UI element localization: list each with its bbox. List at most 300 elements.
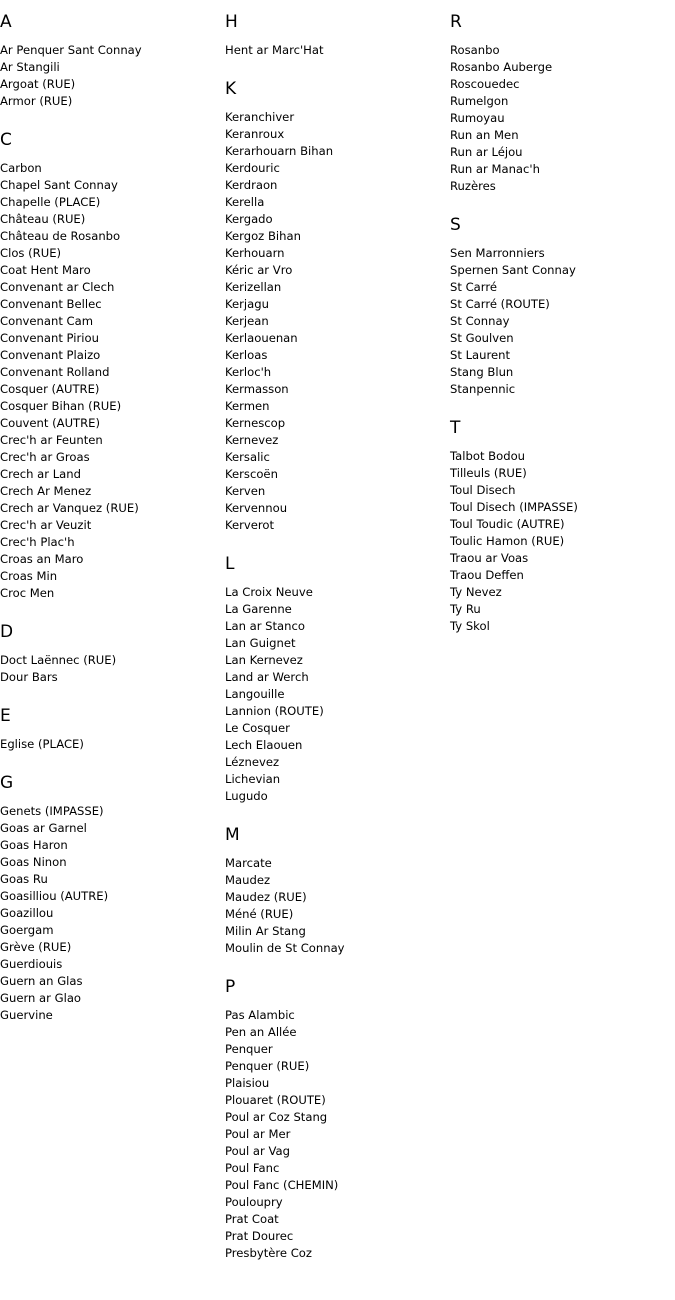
street-link[interactable]: Milin Ar Stang (225, 924, 306, 938)
list-item (225, 1143, 447, 1160)
list-item (225, 415, 447, 432)
list-item (225, 1024, 447, 1041)
list-item (0, 990, 222, 1007)
list-item (0, 313, 222, 330)
street-link[interactable]: Prat Dourec (225, 1229, 294, 1243)
list-item (450, 144, 672, 161)
street-link[interactable]: Léznevez (225, 755, 280, 769)
list-item (225, 42, 447, 59)
list-item (225, 1092, 447, 1109)
list-item (450, 42, 672, 59)
street-link[interactable]: Coat Hent Maro (0, 263, 91, 277)
list-item (450, 550, 672, 567)
list-item (450, 161, 672, 178)
street-link[interactable]: Goas Ninon (0, 855, 67, 869)
list-item (0, 1007, 222, 1024)
street-link[interactable]: Le Cosquer (225, 721, 290, 735)
list-item (0, 905, 222, 922)
list-item (225, 737, 447, 754)
list-item (0, 585, 222, 602)
street-link[interactable]: Convenant Rolland (0, 365, 110, 379)
street-link[interactable]: Rumoyau (450, 111, 505, 125)
street-link[interactable]: Ar Stangili (0, 60, 60, 74)
street-link[interactable]: Poul ar Vag (225, 1144, 290, 1158)
section-letter-heading: T (450, 418, 461, 438)
section-letter-heading: L (225, 554, 235, 574)
section-letter-heading: A (0, 12, 12, 32)
street-link[interactable]: Crec'h ar Groas (0, 450, 90, 464)
column-3 (450, 0, 672, 655)
street-link[interactable]: Pouloupry (225, 1195, 283, 1209)
street-link[interactable]: Rosanbo (450, 43, 500, 57)
street-link[interactable]: Guerdiouis (0, 957, 63, 971)
street-link[interactable]: Château (RUE) (0, 212, 86, 226)
street-link[interactable]: Goergam (0, 923, 54, 937)
street-link[interactable]: Kerloc'h (225, 365, 272, 379)
list-item (225, 669, 447, 686)
list-item (0, 279, 222, 296)
list-item (225, 1075, 447, 1092)
list-item (450, 618, 672, 635)
list-item (0, 398, 222, 415)
list-item (225, 906, 447, 923)
letter-section-m (225, 825, 447, 957)
street-link[interactable]: Lannion (ROUTE) (225, 704, 324, 718)
street-link[interactable]: Genets (IMPASSE) (0, 804, 104, 818)
street-list (225, 42, 447, 59)
list-item (225, 1211, 447, 1228)
list-item (225, 177, 447, 194)
street-link[interactable]: St Laurent (450, 348, 511, 362)
street-link[interactable]: Crec'h Plac'h (0, 535, 75, 549)
street-link[interactable]: Convenant Plaizo (0, 348, 101, 362)
list-item (225, 635, 447, 652)
list-item (450, 110, 672, 127)
street-link[interactable]: Langouille (225, 687, 285, 701)
column-2 (225, 0, 447, 1282)
list-item (450, 533, 672, 550)
list-item (225, 194, 447, 211)
street-link[interactable]: Kerdraon (225, 178, 278, 192)
street-list (0, 736, 222, 753)
street-link[interactable]: Poul ar Coz Stang (225, 1110, 328, 1124)
letter-section-p (225, 977, 447, 1262)
street-link[interactable]: Goazillou (0, 906, 54, 920)
list-item (225, 788, 447, 805)
list-item (450, 381, 672, 398)
street-link[interactable]: Méné (RUE) (225, 907, 294, 921)
list-item (0, 262, 222, 279)
street-link[interactable]: Ty Nevez (450, 585, 502, 599)
street-link[interactable]: Kerjean (225, 314, 269, 328)
street-link[interactable]: Convenant Piriou (0, 331, 99, 345)
street-link[interactable]: Kermen (225, 399, 270, 413)
list-item (450, 127, 672, 144)
list-item (225, 1245, 447, 1262)
street-link[interactable]: Run ar Manac'h (450, 162, 540, 176)
list-item (0, 669, 222, 686)
list-item (225, 347, 447, 364)
street-link[interactable]: Cosquer (AUTRE) (0, 382, 100, 396)
street-link[interactable]: St Connay (450, 314, 510, 328)
list-item (450, 296, 672, 313)
list-item (225, 432, 447, 449)
street-link[interactable]: Crec'h ar Feunten (0, 433, 103, 447)
list-item (0, 517, 222, 534)
street-link[interactable]: Croas an Maro (0, 552, 84, 566)
street-link[interactable]: Clos (RUE) (0, 246, 62, 260)
list-item (0, 245, 222, 262)
list-item (450, 465, 672, 482)
list-item (225, 686, 447, 703)
list-item (225, 618, 447, 635)
street-link[interactable]: Hent ar Marc'Hat (225, 43, 324, 57)
list-item (225, 771, 447, 788)
street-link[interactable]: Maudez (RUE) (225, 890, 307, 904)
letter-section-r (450, 12, 672, 195)
list-item (450, 245, 672, 262)
list-item (225, 245, 447, 262)
street-link[interactable]: Eglise (PLACE) (0, 737, 84, 751)
list-item (450, 93, 672, 110)
street-link[interactable]: Kerella (225, 195, 265, 209)
street-link[interactable]: Dour Bars (0, 670, 58, 684)
street-link[interactable]: La Croix Neuve (225, 585, 313, 599)
list-item (225, 652, 447, 669)
list-item (450, 567, 672, 584)
street-link[interactable]: Kerjagu (225, 297, 269, 311)
list-item (225, 1109, 447, 1126)
list-item (225, 940, 447, 957)
list-item (225, 517, 447, 534)
list-item (225, 601, 447, 618)
street-link[interactable]: Kerscoën (225, 467, 278, 481)
street-link[interactable]: Keranroux (225, 127, 285, 141)
street-link[interactable]: Poul ar Mer (225, 1127, 291, 1141)
street-link[interactable]: Doct Laënnec (RUE) (0, 653, 117, 667)
column-1 (0, 0, 222, 1044)
street-link[interactable]: Prat Coat (225, 1212, 279, 1226)
list-item (225, 872, 447, 889)
street-link[interactable]: Kerloas (225, 348, 268, 362)
street-link[interactable]: Crech Ar Menez (0, 484, 92, 498)
street-link[interactable]: Guervine (0, 1008, 53, 1022)
list-item (225, 228, 447, 245)
street-link[interactable]: Kéric ar Vro (225, 263, 293, 277)
list-item (225, 1058, 447, 1075)
street-link[interactable]: Kerven (225, 484, 266, 498)
list-item (0, 888, 222, 905)
street-link[interactable]: Croc Men (0, 586, 55, 600)
street-link[interactable]: Land ar Werch (225, 670, 309, 684)
street-link[interactable]: Run an Men (450, 128, 519, 142)
list-item (0, 211, 222, 228)
street-list (0, 42, 222, 110)
street-link[interactable]: Kerhouarn (225, 246, 285, 260)
list-item (225, 1041, 447, 1058)
list-item (0, 76, 222, 93)
list-item (225, 1007, 447, 1024)
list-item (225, 211, 447, 228)
street-link[interactable]: Sen Marronniers (450, 246, 545, 260)
street-link[interactable]: Kerdouric (225, 161, 280, 175)
list-item (450, 584, 672, 601)
letter-section-s (450, 215, 672, 398)
list-item (225, 109, 447, 126)
letter-section-d (0, 622, 222, 686)
list-item (0, 347, 222, 364)
street-link[interactable]: Kerarhouarn Bihan (225, 144, 334, 158)
list-item (225, 279, 447, 296)
list-item (0, 973, 222, 990)
street-link[interactable]: Toul Disech (450, 483, 516, 497)
list-item (0, 93, 222, 110)
street-link[interactable]: Argoat (RUE) (0, 77, 76, 91)
street-link[interactable]: Maudez (225, 873, 271, 887)
list-item (225, 1194, 447, 1211)
section-letter-heading: S (450, 215, 461, 235)
street-link[interactable]: Kermasson (225, 382, 289, 396)
street-link[interactable]: Moulin de St Connay (225, 941, 345, 955)
letter-section-e (0, 706, 222, 753)
list-item (0, 568, 222, 585)
street-link[interactable]: Roscouedec (450, 77, 520, 91)
list-item (225, 1228, 447, 1245)
section-letter-heading: H (225, 12, 238, 32)
letter-section-g (0, 773, 222, 1024)
letter-section-k (225, 79, 447, 534)
street-link[interactable]: Kerizellan (225, 280, 282, 294)
list-item (0, 432, 222, 449)
street-link[interactable]: Lech Elaouen (225, 738, 303, 752)
street-link[interactable]: Toul Toudic (AUTRE) (450, 517, 565, 531)
list-item (0, 415, 222, 432)
street-link[interactable]: Kerverot (225, 518, 275, 532)
list-item (225, 889, 447, 906)
street-link[interactable]: Ty Skol (450, 619, 490, 633)
street-link[interactable]: Guern an Glas (0, 974, 83, 988)
street-link[interactable]: Croas Min (0, 569, 58, 583)
street-link[interactable]: Guern ar Glao (0, 991, 82, 1005)
list-item (0, 652, 222, 669)
street-link[interactable]: Kergoz Bihan (225, 229, 301, 243)
street-link[interactable]: Traou Deffen (450, 568, 524, 582)
street-link[interactable]: Goas Ru (0, 872, 48, 886)
list-item (450, 482, 672, 499)
street-link[interactable]: Convenant Bellec (0, 297, 102, 311)
street-link[interactable]: Lan ar Stanco (225, 619, 305, 633)
list-item (0, 177, 222, 194)
list-item (0, 939, 222, 956)
list-item (0, 854, 222, 871)
street-link[interactable]: La Garenne (225, 602, 292, 616)
list-item (0, 500, 222, 517)
street-list (0, 160, 222, 602)
list-item (0, 483, 222, 500)
street-link[interactable]: Kernevez (225, 433, 279, 447)
list-item (0, 449, 222, 466)
list-item (0, 194, 222, 211)
list-item (225, 720, 447, 737)
list-item (0, 42, 222, 59)
street-list (225, 855, 447, 957)
street-link[interactable]: Ruzères (450, 179, 496, 193)
street-link[interactable]: Lichevian (225, 772, 281, 786)
list-item (225, 1126, 447, 1143)
street-link[interactable]: Plouaret (ROUTE) (225, 1093, 326, 1107)
street-link[interactable]: Convenant Cam (0, 314, 94, 328)
street-link[interactable]: Run ar Léjou (450, 145, 523, 159)
street-link[interactable]: Talbot Bodou (450, 449, 526, 463)
street-link[interactable]: Stanpennic (450, 382, 516, 396)
list-item (0, 837, 222, 854)
street-link[interactable]: Lan Kernevez (225, 653, 303, 667)
street-link[interactable]: Traou ar Voas (450, 551, 529, 565)
list-item (225, 449, 447, 466)
list-item (0, 736, 222, 753)
list-item (0, 803, 222, 820)
street-link[interactable]: Poul Fanc (225, 1161, 280, 1175)
street-list (225, 109, 447, 534)
street-link[interactable]: Goasilliou (AUTRE) (0, 889, 109, 903)
street-list (225, 584, 447, 805)
street-list (450, 448, 672, 635)
list-item (225, 381, 447, 398)
street-link[interactable]: Tilleuls (RUE) (450, 466, 527, 480)
list-item (450, 178, 672, 195)
list-item (450, 499, 672, 516)
list-item (450, 279, 672, 296)
list-item (225, 398, 447, 415)
street-link[interactable]: Plaisiou (225, 1076, 270, 1090)
section-letter-heading: P (225, 977, 236, 997)
list-item (225, 143, 447, 160)
street-link[interactable]: St Carré (ROUTE) (450, 297, 550, 311)
list-item (0, 956, 222, 973)
list-item (0, 296, 222, 313)
street-link[interactable]: Crech ar Land (0, 467, 81, 481)
list-item (225, 483, 447, 500)
list-item (225, 126, 447, 143)
street-link[interactable]: Pas Alambic (225, 1008, 295, 1022)
list-item (225, 703, 447, 720)
street-link[interactable]: Armor (RUE) (0, 94, 73, 108)
street-link[interactable]: Chapel Sant Connay (0, 178, 118, 192)
street-link[interactable]: Toulic Hamon (RUE) (450, 534, 565, 548)
street-link[interactable]: Penquer (RUE) (225, 1059, 310, 1073)
street-link[interactable]: Ty Ru (450, 602, 481, 616)
street-link[interactable]: Goas ar Garnel (0, 821, 87, 835)
list-item (0, 160, 222, 177)
street-link[interactable]: Rumelgon (450, 94, 509, 108)
list-item (225, 296, 447, 313)
street-link[interactable]: Château de Rosanbo (0, 229, 121, 243)
street-list (450, 42, 672, 195)
list-item (450, 313, 672, 330)
list-item (0, 551, 222, 568)
street-link[interactable]: Poul Fanc (CHEMIN) (225, 1178, 339, 1192)
letter-section-h (225, 12, 447, 59)
letter-section-t (450, 418, 672, 635)
street-link[interactable]: Lugudo (225, 789, 268, 803)
street-link[interactable]: Lan Guignet (225, 636, 296, 650)
street-link[interactable]: Crech ar Vanquez (RUE) (0, 501, 139, 515)
list-item (225, 1160, 447, 1177)
list-item (450, 59, 672, 76)
street-link[interactable]: Kergado (225, 212, 273, 226)
list-item (0, 871, 222, 888)
street-list (0, 803, 222, 1024)
list-item (450, 347, 672, 364)
street-link[interactable]: Stang Blun (450, 365, 514, 379)
list-item (0, 228, 222, 245)
street-link[interactable]: St Carré (450, 280, 497, 294)
street-link[interactable]: Chapelle (PLACE) (0, 195, 101, 209)
street-link[interactable]: Kerlaouenan (225, 331, 298, 345)
street-link[interactable]: Crec'h ar Veuzit (0, 518, 92, 532)
section-letter-heading: R (450, 12, 462, 32)
street-link[interactable]: Kernescop (225, 416, 286, 430)
list-item (0, 534, 222, 551)
list-item (450, 76, 672, 93)
list-item (225, 1177, 447, 1194)
section-letter-heading: G (0, 773, 14, 793)
street-link[interactable]: Convenant ar Clech (0, 280, 115, 294)
street-link[interactable]: Presbytère Coz (225, 1246, 312, 1260)
list-item (225, 330, 447, 347)
list-item (450, 601, 672, 618)
list-item (225, 754, 447, 771)
list-item (450, 262, 672, 279)
list-item (450, 330, 672, 347)
street-link[interactable]: Keranchiver (225, 110, 295, 124)
street-link[interactable]: Pen an Allée (225, 1025, 297, 1039)
letter-section-c (0, 130, 222, 602)
list-item (0, 922, 222, 939)
list-item (0, 59, 222, 76)
list-item (0, 364, 222, 381)
street-link[interactable]: Couvent (AUTRE) (0, 416, 101, 430)
list-item (225, 313, 447, 330)
list-item (450, 448, 672, 465)
street-link[interactable]: St Goulven (450, 331, 514, 345)
street-link[interactable]: Marcate (225, 856, 272, 870)
section-letter-heading: E (0, 706, 11, 726)
street-link[interactable]: Goas Haron (0, 838, 68, 852)
list-item (225, 923, 447, 940)
street-list (0, 652, 222, 686)
street-link[interactable]: Penquer (225, 1042, 273, 1056)
street-link[interactable]: Grève (RUE) (0, 940, 72, 954)
street-link[interactable]: Toul Disech (IMPASSE) (450, 500, 578, 514)
street-link[interactable]: Cosquer Bihan (RUE) (0, 399, 122, 413)
street-link[interactable]: Rosanbo Auberge (450, 60, 553, 74)
list-item (225, 855, 447, 872)
list-item (225, 466, 447, 483)
list-item (225, 160, 447, 177)
street-link[interactable]: Kervennou (225, 501, 288, 515)
street-link[interactable]: Ar Penquer Sant Connay (0, 43, 142, 57)
list-item (0, 330, 222, 347)
letter-section-a (0, 12, 222, 110)
section-letter-heading: C (0, 130, 12, 150)
street-link[interactable]: Carbon (0, 161, 42, 175)
list-item (0, 466, 222, 483)
street-link[interactable]: Kersalic (225, 450, 270, 464)
letter-section-l (225, 554, 447, 805)
list-item (225, 262, 447, 279)
street-link[interactable]: Spernen Sant Connay (450, 263, 576, 277)
